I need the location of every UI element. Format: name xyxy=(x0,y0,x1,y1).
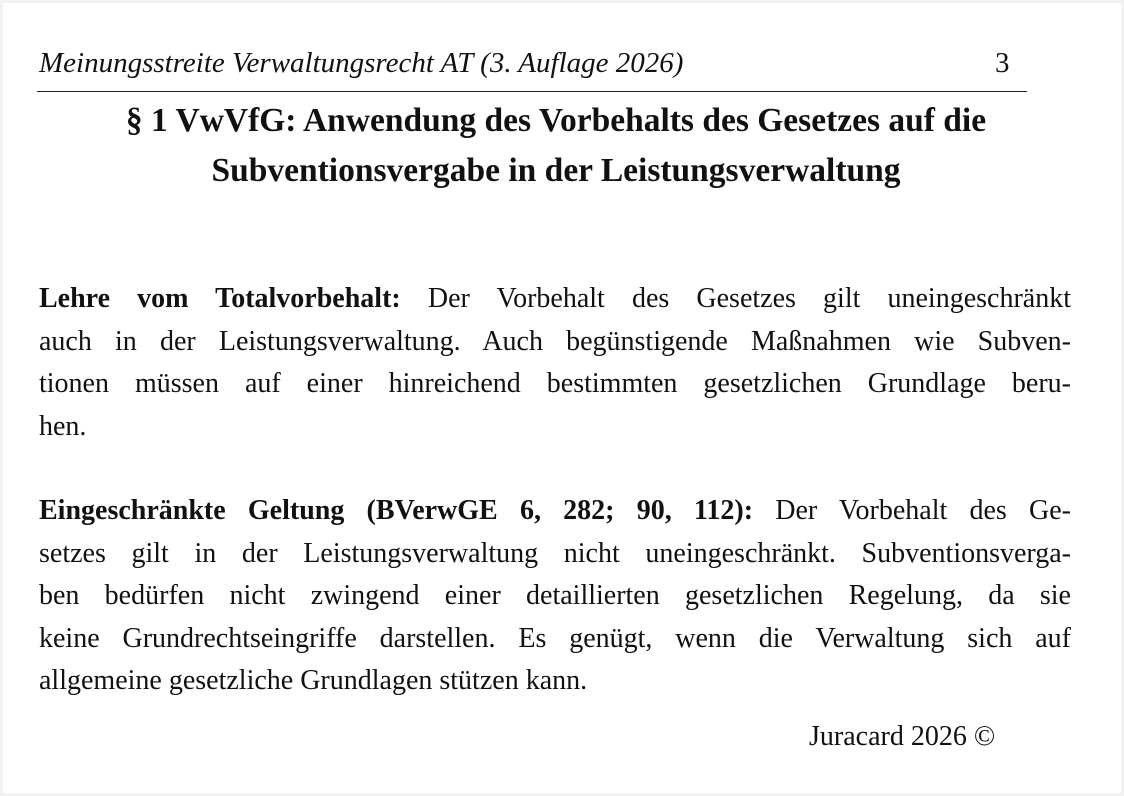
opinion-label: Eingeschränkte Geltung (BVerwGE 6, 282; 90, 112): xyxy=(39,495,754,526)
paragraph-line: ben bedürfen nicht zwingend einer detaillierten gesetzlichen Regelung, da sie xyxy=(39,580,1071,611)
section-heading-line-2: Subventionsvergabe in der Leistungsverwaltung xyxy=(211,152,901,189)
section-heading xyxy=(3,96,1109,196)
section-heading-line-1: § 1 VwVfG: Anwendung des Vorbehalts des Gesetzes auf die xyxy=(125,102,987,139)
paragraph-line xyxy=(39,278,1071,321)
page-number: 3 xyxy=(995,47,1010,79)
opinion-label: Lehre vom Totalvorbehalt: xyxy=(39,283,401,314)
opinion-paragraph-limited-validity xyxy=(39,490,1071,703)
book-title: Meinungsstreite Verwaltungsrecht AT (3. Auflage 2026) xyxy=(39,47,684,79)
document-page xyxy=(3,3,1121,793)
copyright-footer: Juracard 2026 © xyxy=(809,721,996,752)
paragraph-text: Der Vorbehalt des Ge- xyxy=(753,495,1071,526)
paragraph-line: keine Grundrechtseingriffe darstellen. Es genügt, wenn die Verwaltung sich auf xyxy=(39,622,1071,654)
paragraph-line: setzes gilt in der Leistungsverwaltung nicht uneingeschränkt. Subventionsverga- xyxy=(39,537,1071,569)
opinion-paragraph-total-reservation xyxy=(39,278,1071,448)
paragraph-line: tionen müssen auf einer hinreichend bestimmten gesetzlichen Grundlage beru- xyxy=(39,368,1071,399)
paragraph-line: hen. xyxy=(39,410,87,442)
paragraph-line: allgemeine gesetzliche Grundlagen stützen kann. xyxy=(39,665,588,696)
paragraph-text: Der Vorbehalt des Gesetzes gilt uneingeschränkt xyxy=(400,283,1071,314)
paragraph-line xyxy=(39,490,1071,533)
running-header xyxy=(37,43,1027,92)
paragraph-line: auch in der Leistungsverwaltung. Auch begünstigende Maßnahmen wie Subven- xyxy=(39,325,1071,357)
